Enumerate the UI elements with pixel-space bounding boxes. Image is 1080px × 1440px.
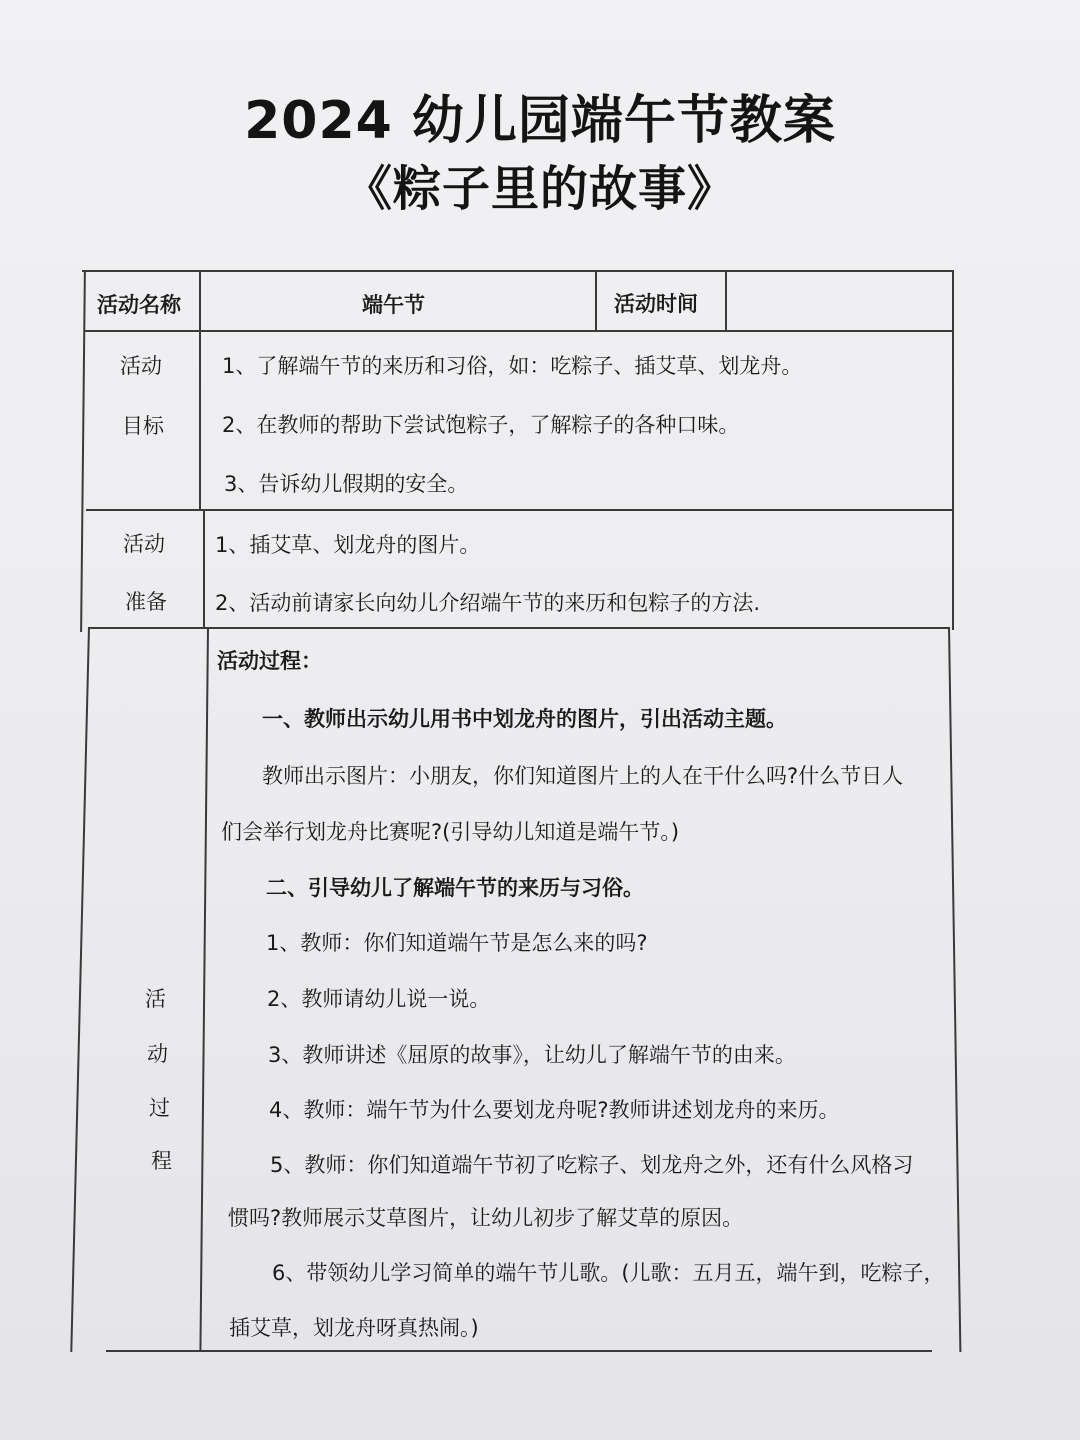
goal-item-1: 1、了解端午节的来历和习俗，如：吃粽子、插艾草、划龙舟。 <box>222 354 803 378</box>
table-row-divider-1 <box>84 330 954 332</box>
process-step-1: 1、教师：你们知道端午节是怎么来的吗? <box>266 931 648 955</box>
process-step-6-line2: 插艾草，划龙舟呀真热闹。) <box>229 1316 479 1340</box>
process-step-5-line2: 惯吗?教师展示艾草图片，让幼儿初步了解艾草的原因。 <box>228 1206 744 1230</box>
prep-item-2: 2、活动前请家长向幼儿介绍端午节的来历和包粽子的方法. <box>215 591 761 615</box>
process-label-char-2: 动 <box>147 1042 168 1066</box>
goal-item-3: 3、告诉幼儿假期的安全。 <box>224 472 469 496</box>
process-heading: 活动过程： <box>217 649 322 673</box>
table-header-divider-b <box>725 270 727 331</box>
process-section1-para-line2: 们会举行划龙舟比赛呢?(引导幼儿知道是端午节。) <box>221 820 680 844</box>
prep-item-1: 1、插艾草、划龙舟的图片。 <box>215 533 481 557</box>
document-title-line1: 2024 幼儿园端午节教案 <box>244 91 836 151</box>
process-step-6-line1: 6、带领幼儿学习简单的端午节儿歌。(儿歌：五月五，端午到，吃粽子， <box>272 1261 945 1285</box>
table-border-top <box>82 270 954 272</box>
table-border-right <box>952 270 954 630</box>
goals-label-line2: 目标 <box>122 414 164 438</box>
table-row-divider-3 <box>88 627 950 629</box>
document-title-line2: 《粽子里的故事》 <box>343 161 736 217</box>
process-step-5-line1: 5、教师：你们知道端午节初了吃粽子、划龙舟之外，还有什么风格习 <box>270 1153 914 1177</box>
prep-label-line1: 活动 <box>123 532 165 556</box>
table-border-left-lower <box>70 627 90 1352</box>
table-header-divider-a <box>595 270 597 331</box>
process-label-char-3: 过 <box>149 1096 170 1120</box>
process-section1-title: 一、教师出示幼儿用书中划龙舟的图片，引出活动主题。 <box>262 707 787 731</box>
activity-name-label: 活动名称 <box>97 293 181 317</box>
goal-item-2: 2、在教师的帮助下尝试饱粽子，了解粽子的各种口味。 <box>222 413 740 437</box>
prep-label-line2: 准备 <box>125 590 167 614</box>
goals-label-line1: 活动 <box>120 354 162 378</box>
table-row-divider-2 <box>86 509 952 511</box>
table-label-column-divider-mid <box>203 509 205 629</box>
process-step-4: 4、教师：端午节为什么要划龙舟呢?教师讲述划龙舟的来历。 <box>269 1098 840 1122</box>
table-label-column-divider-lower <box>199 627 209 1352</box>
table-label-column-divider <box>199 270 201 510</box>
process-label-char-1: 活 <box>145 987 166 1011</box>
activity-name-value: 端午节 <box>362 293 425 317</box>
table-border-left <box>80 270 86 632</box>
activity-time-label: 活动时间 <box>614 292 698 316</box>
process-step-2: 2、教师请幼儿说一说。 <box>267 987 491 1011</box>
table-border-right-lower <box>948 627 961 1352</box>
process-section1-para-line1: 教师出示图片：小朋友，你们知道图片上的人在干什么吗?什么节日人 <box>262 764 904 788</box>
process-step-3: 3、教师讲述《屈原的故事》，让幼儿了解端午节的由来。 <box>268 1043 796 1067</box>
table-border-bottom <box>106 1350 932 1352</box>
process-label-char-4: 程 <box>151 1149 172 1173</box>
process-section2-title: 二、引导幼儿了解端午节的来历与习俗。 <box>266 876 644 900</box>
